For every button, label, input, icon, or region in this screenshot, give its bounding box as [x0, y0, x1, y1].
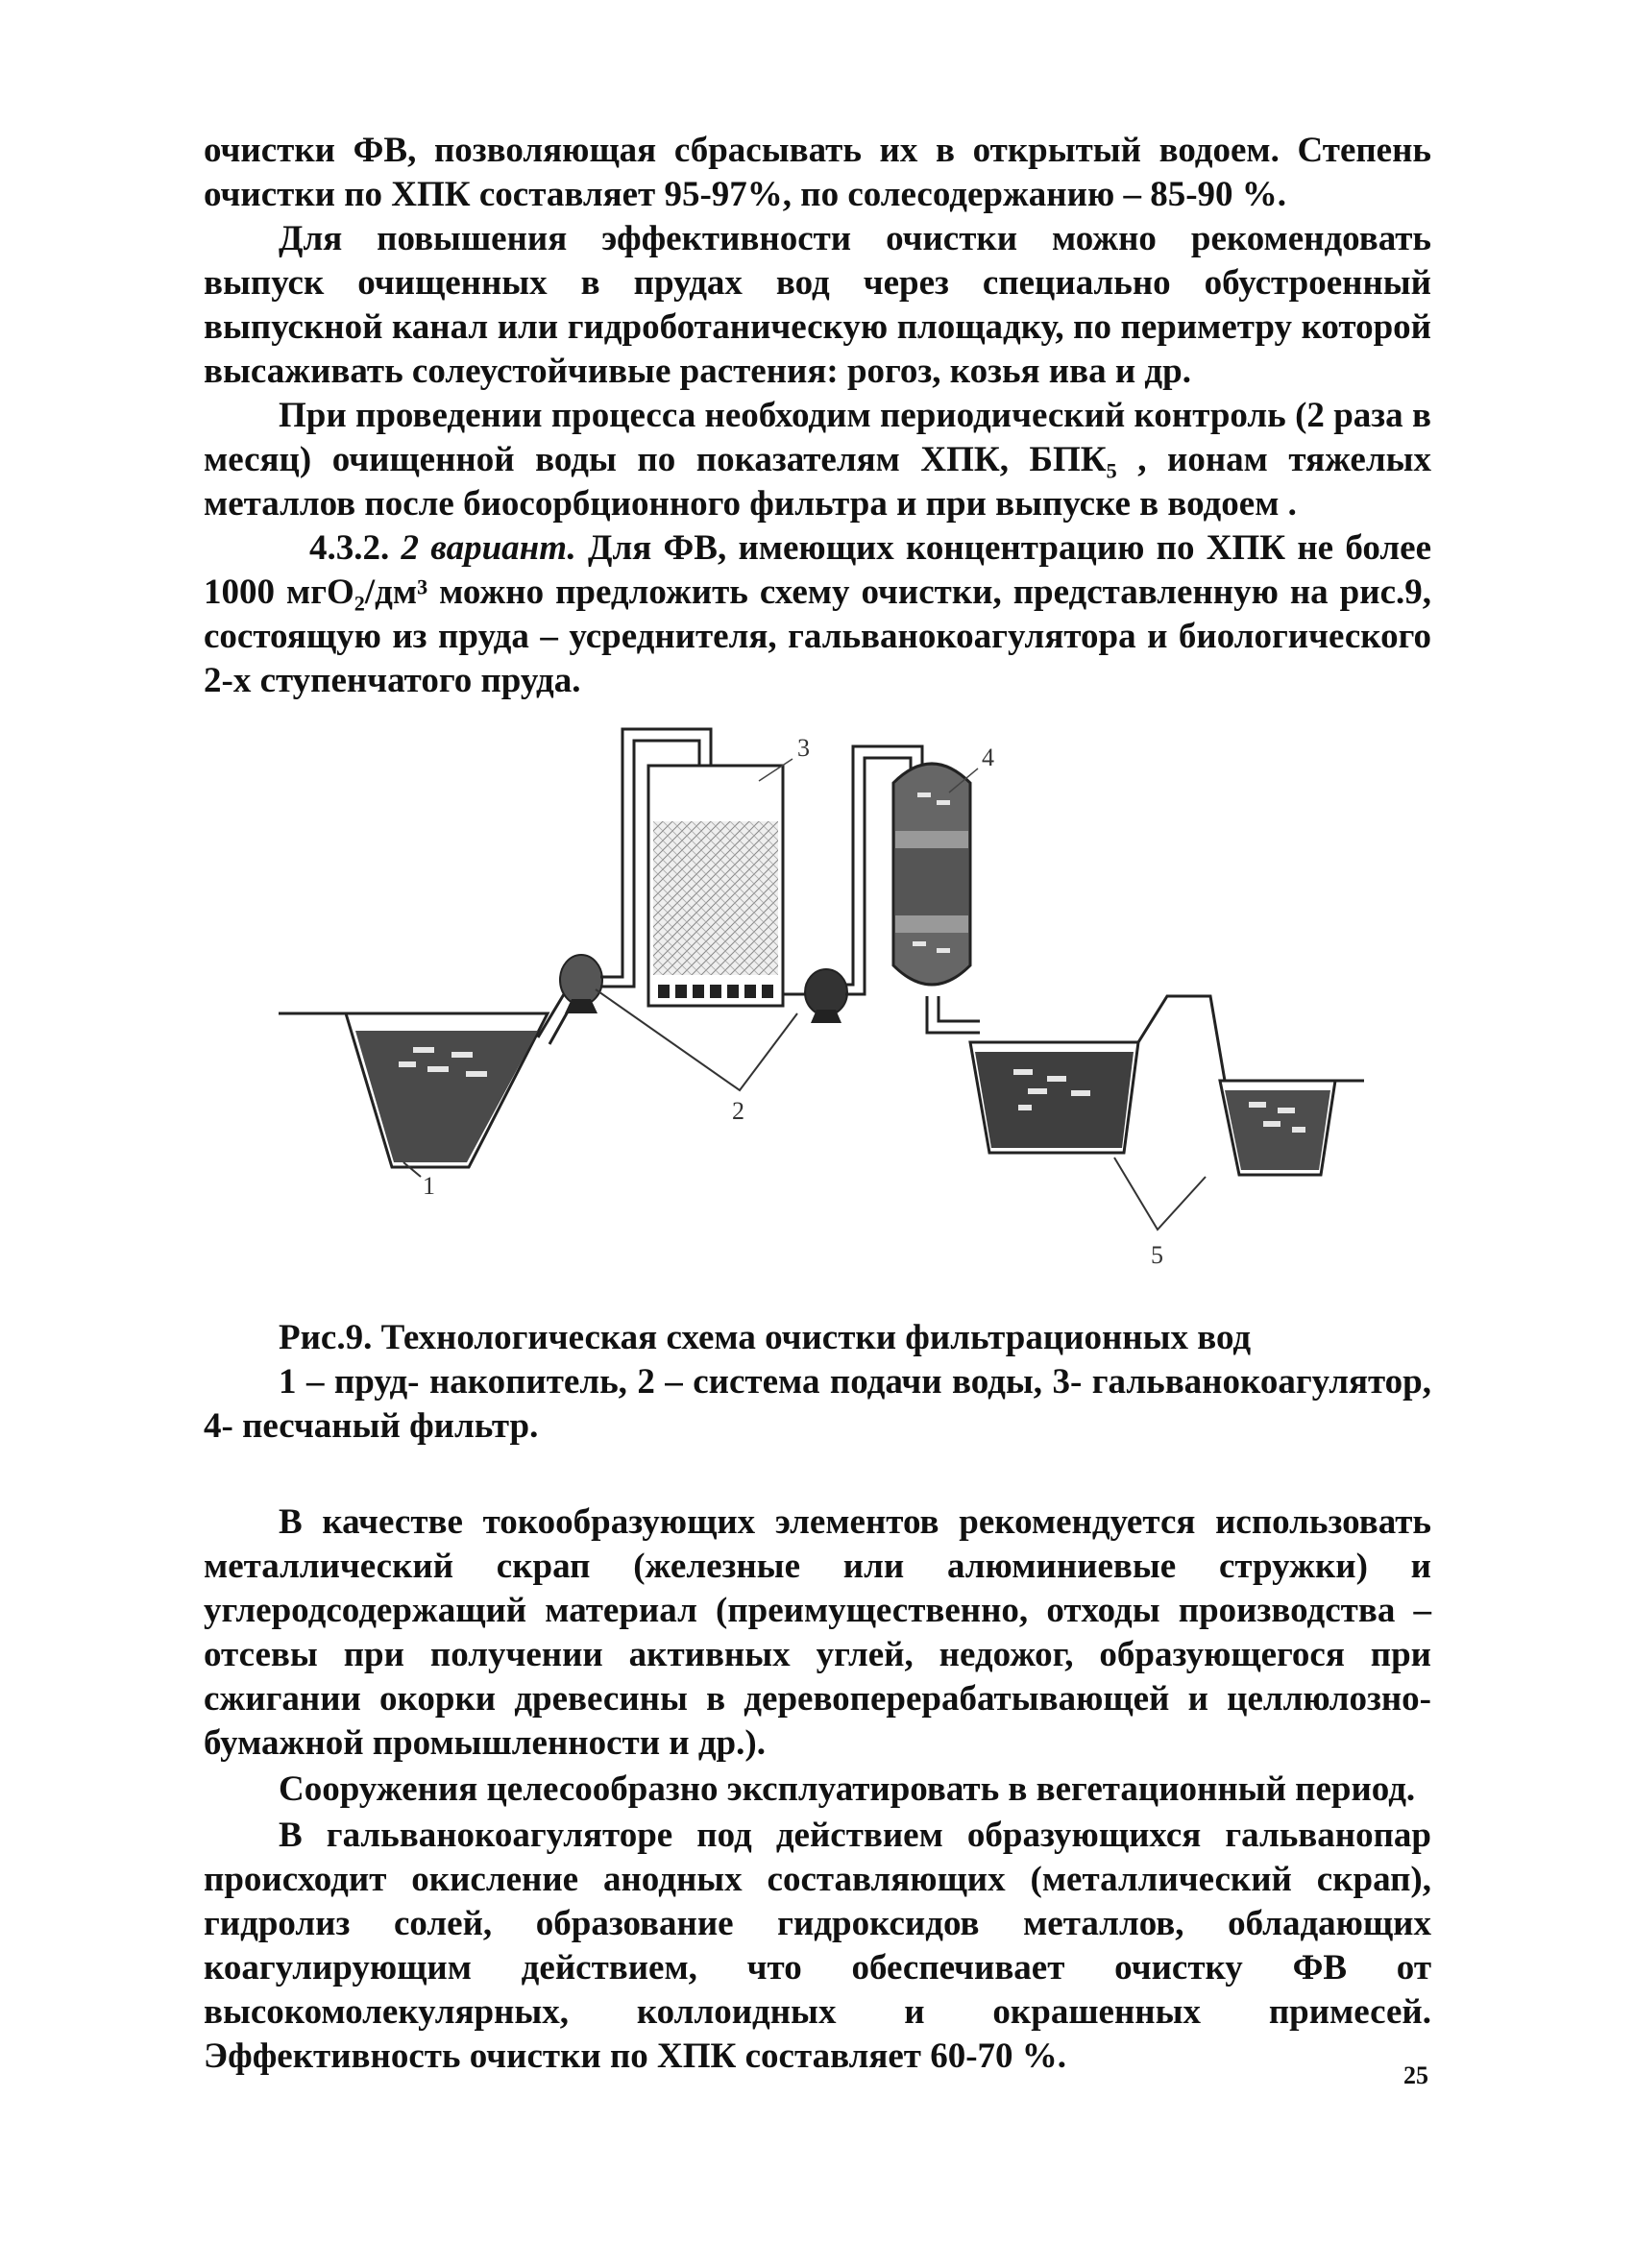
label-4: 4: [982, 744, 994, 771]
section-text-before: Для ФВ, имеющих концентрацию по ХПК не более 1000 мгО₂/дм³: [204, 528, 1431, 612]
pump-1: [560, 955, 602, 1013]
section-paragraph: [204, 526, 1431, 703]
caption-title: Рис.9. Технологическая схема очистки фильтрационных вод: [279, 1318, 1252, 1357]
label-5: 5: [1151, 1241, 1163, 1269]
bottom-text: [204, 1500, 1431, 2079]
paragraph-6: В гальванокоагуляторе под действием образующихся гальванопар происходит окисление анодных составляющих (металлический скрап), гидролиз солей, образование гидроксидов металлов, обладающих коагулирующим действием, что обеспечивает очистку ФВ от высокомолекулярных, коллоидных и окрашенных примесей. Эффективность очистки по ХПК составляет 60-70 %.: [204, 1816, 1431, 2076]
bio-pond-2: [1220, 1081, 1335, 1175]
page-number: 25: [1403, 2061, 1428, 2089]
top-text: [204, 129, 1431, 703]
pond-divider: [1138, 996, 1225, 1081]
paragraph-5: Сооружения целесообразно эксплуатировать в вегетационный период.: [279, 1769, 1416, 1809]
paragraph-4: В качестве токообразующих элементов рекомендуется использовать металлический скрап (железные или алюминиевые стружки) и углеродсодержащий материал (преимущественно, отходы производства – отсевы при получении активных углей, недожог, образующегося при сжигании окорки древесины в деревоперерабатывающей и целлюлозно-бумажной промышленности и др.).: [204, 1502, 1431, 1763]
galvanocoagulator: [648, 766, 783, 1006]
bio-pond-1: [970, 1042, 1138, 1153]
paragraph-2: Для повышения эффективности очистки можно рекомендовать выпуск очищенных в прудах вод через специально обустроенный выпускной канал или гидроботаническую площадку, по периметру которой высаживать солеустойчивые растения: рогоз, козья ива и др.: [204, 219, 1431, 391]
figure-caption: [204, 1316, 1431, 1449]
pump-2: [805, 969, 847, 1023]
process-diagram: [259, 725, 1412, 1292]
label-3: 3: [797, 734, 810, 762]
label-1: 1: [423, 1172, 435, 1200]
caption-legend: 1 – пруд- накопитель, 2 – система подачи воды, 3- гальванокоагулятор, 4- песчаный фильтр.: [204, 1362, 1431, 1446]
paragraph-1: очистки ФВ, позволяющая сбрасывать их в открытый водоем. Степень очистки по ХПК составляет 95-97%, по солесодержанию – 85-90 %.: [204, 131, 1431, 214]
section-number: 4.3.2.: [309, 528, 390, 568]
sand-filter: [893, 764, 970, 985]
section-variant: 2 вариант.: [401, 528, 576, 568]
section-text-after: можно предложить схему очистки, представленную на рис.9, состоящую из пруда – усреднителя, гальванокоагулятора и биологического 2-х ступенчатого пруда.: [204, 573, 1431, 700]
label-2: 2: [732, 1097, 744, 1125]
storage-pond: [346, 1013, 548, 1167]
filter-outlet-pipe: [927, 996, 980, 1033]
paragraph-3: При проведении процесса необходим периодический контроль (2 раза в месяц) очищенной воды по показателям ХПК, БПК₅ , ионам тяжелых металлов после биосорбционного фильтра и при выпуске в водоем .: [204, 396, 1431, 524]
